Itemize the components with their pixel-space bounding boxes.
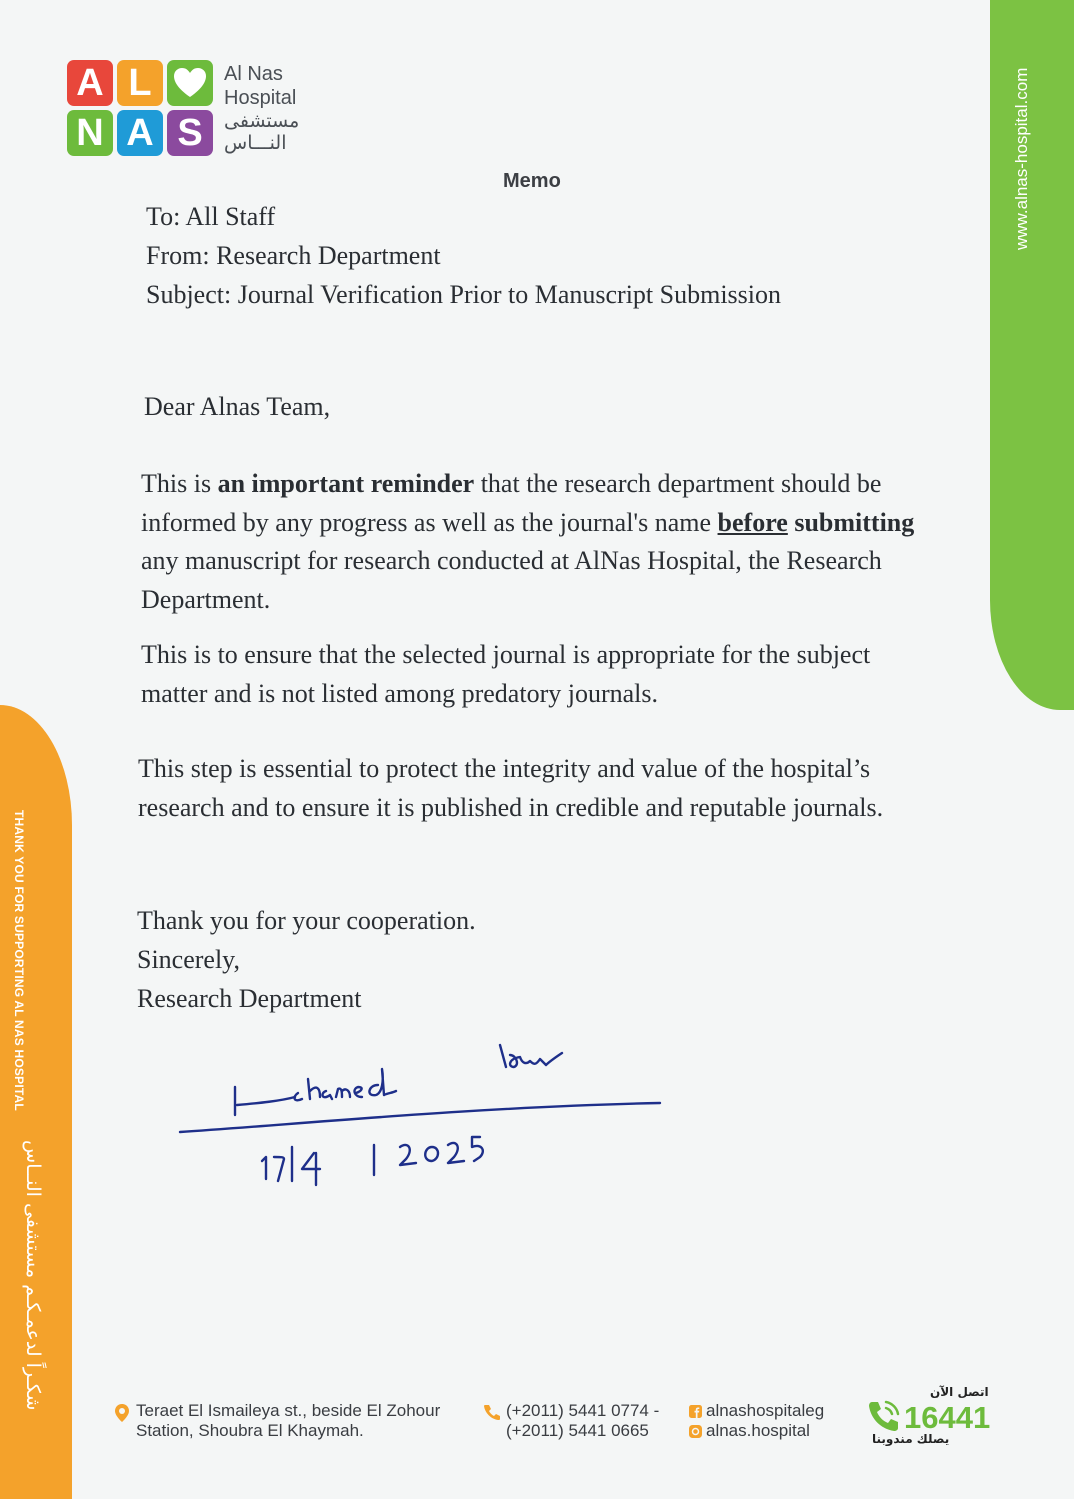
footer-phones	[506, 1401, 659, 1441]
hotline-label: اتصل الآن	[930, 1385, 989, 1399]
memo-closing-thanks: Thank you for your cooperation.	[137, 906, 476, 935]
green-side-band	[990, 0, 1074, 710]
address-line-2: Station, Shoubra El Khaymah.	[136, 1421, 364, 1440]
address-line-1: Teraet El Ismaileya st., beside El Zohour	[136, 1401, 441, 1420]
memo-from: From: Research Department	[146, 241, 441, 270]
location-pin-icon	[114, 1403, 130, 1423]
website-url: www.alnas-hospital.com	[1012, 67, 1031, 250]
hotline-tagline: يصلك مندوبنا	[872, 1432, 950, 1446]
memo-greeting: Dear Alnas Team,	[144, 392, 331, 421]
logo-name-line2: Hospital	[224, 87, 297, 109]
memo-paragraph-2: This is to ensure that the selected journal is appropriate for the subject matter and is not listed among predatory journals.	[141, 640, 871, 708]
memo-to: To: All Staff	[146, 202, 276, 231]
hospital-logo	[67, 60, 327, 160]
logo-tile-n: N	[67, 110, 113, 156]
hotline-number: 16441	[904, 1400, 991, 1435]
logo-tile-s: S	[167, 110, 213, 156]
logo-name-arabic	[224, 110, 299, 154]
logo-tile-a: A	[67, 60, 113, 106]
phone-line-2: (+2011) 5441 0665	[506, 1421, 649, 1440]
logo-tile-a2: A	[117, 110, 163, 156]
phone-line-1: (+2011) 5441 0774 -	[506, 1401, 660, 1420]
logo-tile-l: L	[117, 60, 163, 106]
memo-closing-sincerely: Sincerely,	[137, 945, 240, 974]
instagram-handle: alnas.hospital	[706, 1421, 810, 1440]
memo-title: Memo	[503, 170, 561, 192]
hotline-phone-icon	[866, 1398, 902, 1434]
handwritten-signature	[170, 1035, 690, 1195]
memo-paragraph-3: This step is essential to protect the integrity and value of the hospital’s research and to ensure it is published in credible and reputable journals.	[138, 754, 884, 822]
heart-icon	[167, 60, 213, 106]
footer-address	[136, 1401, 440, 1441]
logo-ar-line2: النـــاس	[224, 132, 287, 154]
logo-tile-heart	[167, 60, 213, 106]
memo-paragraph-1: This is an important reminder that the research department should be informed by any progress as well as the journal's name before submitting any manuscript for research conducted at AlNas Hospital, the Research Department.	[141, 469, 915, 614]
facebook-icon	[689, 1405, 702, 1418]
phone-icon	[483, 1403, 501, 1421]
memo-closing-department: Research Department	[137, 984, 362, 1013]
footer-social	[706, 1401, 824, 1441]
logo-name-english	[224, 62, 296, 110]
side-thank-you-text: THANK YOU FOR SUPPORTING AL NAS HOSPITAL	[12, 810, 26, 1111]
logo-name-line1: Al Nas	[224, 63, 283, 85]
logo-ar-line1: مستشفى	[224, 110, 300, 132]
instagram-icon	[689, 1425, 702, 1438]
side-thank-you-arabic-text: شكـراً لدعمـكـم مستشفى النــاس	[22, 1140, 44, 1411]
memo-subject: Subject: Journal Verification Prior to Manuscript Submission	[146, 280, 782, 309]
facebook-handle: alnashospitaleg	[706, 1401, 825, 1420]
